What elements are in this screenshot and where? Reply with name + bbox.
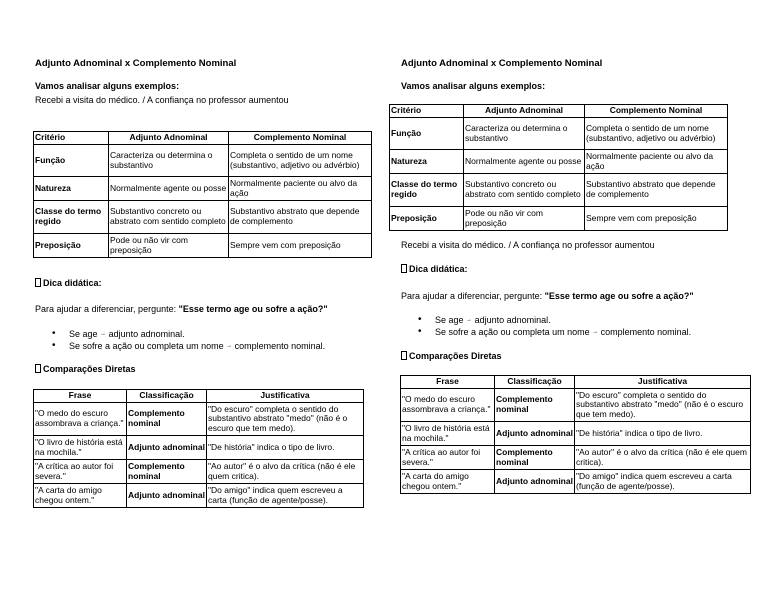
table-cell: "Ao autor" é o alvo da crítica (não é ele quem critica). bbox=[575, 446, 751, 470]
arrow-icon: → bbox=[592, 329, 599, 336]
table-cell: Classe do termo regido bbox=[34, 201, 109, 234]
column-header: Justificativa bbox=[207, 390, 364, 403]
example-line: Recebi a visita do médico. / A confiança no professor aumentou bbox=[35, 95, 289, 105]
table-row bbox=[34, 436, 364, 460]
arrow-icon: → bbox=[466, 317, 473, 324]
table-cell: Normalmente agente ou posse bbox=[109, 177, 229, 201]
table-row bbox=[401, 446, 751, 470]
intro-heading: Vamos analisar alguns exemplos: bbox=[35, 81, 180, 91]
table-header-row bbox=[390, 105, 728, 118]
table-row bbox=[34, 484, 364, 508]
table-cell: Adjunto adnominal bbox=[127, 436, 207, 460]
table-row bbox=[34, 460, 364, 484]
table-cell: Complemento nominal bbox=[495, 389, 575, 422]
bullet-result: adjunto adnominal. bbox=[474, 315, 551, 325]
tip-heading-block bbox=[35, 278, 102, 288]
column-header: Complemento Nominal bbox=[229, 132, 372, 145]
table-cell: Classe do termo regido bbox=[390, 174, 464, 207]
page-right bbox=[384, 0, 768, 594]
table-cell: "Do amigo" indica quem escreveu a carta (função de agente/posse). bbox=[207, 484, 364, 508]
tip-text-prefix: Para ajudar a diferenciar, pergunte: bbox=[35, 304, 179, 314]
table-cell: Adjunto adnominal bbox=[127, 484, 207, 508]
table-cell: "Do escuro" completa o sentido do substantivo abstrato "medo" (não é o escuro que tem medo). bbox=[575, 389, 751, 422]
list-item bbox=[35, 341, 325, 353]
table-row bbox=[34, 201, 372, 234]
column-header: Classificação bbox=[495, 376, 575, 389]
example-line: Recebi a visita do médico. / A confiança no professor aumentou bbox=[401, 240, 655, 250]
table-cell: "O medo do escuro assombrava a criança." bbox=[34, 403, 127, 436]
table-header-row bbox=[34, 390, 364, 403]
column-header: Critério bbox=[34, 132, 109, 145]
table-row bbox=[401, 470, 751, 494]
table-cell: Sempre vem com preposição bbox=[229, 234, 372, 258]
compare-heading: Comparações Diretas bbox=[43, 364, 136, 374]
column-header: Justificativa bbox=[575, 376, 751, 389]
table-cell: Substantivo abstrato que depende de complemento bbox=[585, 174, 728, 207]
table-cell: Normalmente agente ou posse bbox=[464, 150, 585, 174]
table-cell: "Ao autor" é o alvo da crítica (não é ele quem critica). bbox=[207, 460, 364, 484]
column-header: Frase bbox=[401, 376, 495, 389]
table-cell: Natureza bbox=[390, 150, 464, 174]
table-row bbox=[34, 177, 372, 201]
compare-heading-block bbox=[35, 364, 136, 374]
arrow-icon: → bbox=[100, 331, 107, 338]
column-header: Adjunto Adnominal bbox=[464, 105, 585, 118]
table-cell: Função bbox=[34, 145, 109, 177]
missing-glyph-icon bbox=[401, 264, 407, 273]
table-cell: "Do amigo" indica quem escreveu a carta (função de agente/posse). bbox=[575, 470, 751, 494]
tip-question: "Esse termo age ou sofre a ação?" bbox=[178, 304, 328, 314]
table-cell: Completa o sentido de um nome (substantivo, adjetivo ou advérbio) bbox=[229, 145, 372, 177]
comparison-table bbox=[33, 389, 364, 508]
table-cell: Complemento nominal bbox=[127, 403, 207, 436]
table-row bbox=[390, 174, 728, 207]
tip-question: "Esse termo age ou sofre a ação?" bbox=[544, 291, 694, 301]
tip-heading: Dica didática: bbox=[409, 264, 468, 274]
arrow-icon: → bbox=[226, 343, 233, 350]
tip-text-prefix: Para ajudar a diferenciar, pergunte: bbox=[401, 291, 545, 301]
table-cell: Normalmente paciente ou alvo da ação bbox=[229, 177, 372, 201]
table-cell: Função bbox=[390, 118, 464, 150]
compare-heading: Comparações Diretas bbox=[409, 351, 502, 361]
tip-bullet-list bbox=[401, 315, 691, 339]
table-cell: Preposição bbox=[390, 207, 464, 231]
table-cell: "O medo do escuro assombrava a criança." bbox=[401, 389, 495, 422]
list-item bbox=[401, 327, 691, 339]
list-item bbox=[35, 329, 325, 341]
missing-glyph-icon bbox=[401, 351, 407, 360]
table-row bbox=[390, 207, 728, 231]
table-cell: "De história" indica o tipo de livro. bbox=[207, 436, 364, 460]
table-cell: Complemento nominal bbox=[495, 446, 575, 470]
table-row bbox=[401, 389, 751, 422]
column-header: Complemento Nominal bbox=[585, 105, 728, 118]
column-header: Critério bbox=[390, 105, 464, 118]
table-cell: Caracteriza ou determina o substantivo bbox=[464, 118, 585, 150]
table-cell: Substantivo concreto ou abstrato com sentido completo bbox=[464, 174, 585, 207]
bullet-text: Se age bbox=[69, 329, 98, 339]
bullet-text: Se sofre a ação ou completa um nome bbox=[69, 341, 224, 351]
list-item bbox=[401, 315, 691, 327]
table-cell: "Do escuro" completa o sentido do substantivo abstrato "medo" (não é o escuro que tem medo). bbox=[207, 403, 364, 436]
table-row bbox=[390, 118, 728, 150]
table-row bbox=[390, 150, 728, 174]
table-row bbox=[34, 234, 372, 258]
comparison-table bbox=[400, 375, 751, 494]
table-cell: Caracteriza ou determina o substantivo bbox=[109, 145, 229, 177]
document-title: Adjunto Adnominal x Complemento Nominal bbox=[35, 58, 237, 69]
tip-text bbox=[401, 291, 694, 301]
document-title: Adjunto Adnominal x Complemento Nominal bbox=[401, 58, 603, 69]
tip-heading-block bbox=[401, 264, 468, 274]
column-header: Classificação bbox=[127, 390, 207, 403]
intro-heading: Vamos analisar alguns exemplos: bbox=[401, 81, 546, 91]
criteria-table bbox=[33, 131, 372, 258]
table-header-row bbox=[401, 376, 751, 389]
missing-glyph-icon bbox=[35, 278, 41, 287]
table-cell: "O livro de história está na mochila." bbox=[401, 422, 495, 446]
bullet-text: Se age bbox=[435, 315, 464, 325]
column-header: Adjunto Adnominal bbox=[109, 132, 229, 145]
table-row bbox=[34, 403, 364, 436]
table-cell: Pode ou não vir com preposição bbox=[109, 234, 229, 258]
table-cell: Substantivo abstrato que depende de complemento bbox=[229, 201, 372, 234]
missing-glyph-icon bbox=[35, 364, 41, 373]
table-cell: "A carta do amigo chegou ontem." bbox=[34, 484, 127, 508]
tip-text bbox=[35, 304, 328, 314]
tip-heading: Dica didática: bbox=[43, 278, 102, 288]
table-row bbox=[34, 145, 372, 177]
table-cell: Preposição bbox=[34, 234, 109, 258]
tip-bullet-list bbox=[35, 329, 325, 353]
compare-heading-block bbox=[401, 351, 502, 361]
table-cell: Complemento nominal bbox=[127, 460, 207, 484]
table-cell: "De história" indica o tipo de livro. bbox=[575, 422, 751, 446]
table-cell: "A crítica ao autor foi severa." bbox=[34, 460, 127, 484]
table-cell: "O livro de história está na mochila." bbox=[34, 436, 127, 460]
table-cell: Adjunto adnominal bbox=[495, 470, 575, 494]
table-cell: Natureza bbox=[34, 177, 109, 201]
bullet-result: complemento nominal. bbox=[600, 327, 692, 337]
table-cell: "A crítica ao autor foi severa." bbox=[401, 446, 495, 470]
table-header-row bbox=[34, 132, 372, 145]
bullet-result: adjunto adnominal. bbox=[108, 329, 185, 339]
table-cell: "A carta do amigo chegou ontem." bbox=[401, 470, 495, 494]
bullet-text: Se sofre a ação ou completa um nome bbox=[435, 327, 590, 337]
column-header: Frase bbox=[34, 390, 127, 403]
table-cell: Pode ou não vir com preposição bbox=[464, 207, 585, 231]
bullet-result: complemento nominal. bbox=[234, 341, 326, 351]
table-cell: Adjunto adnominal bbox=[495, 422, 575, 446]
table-row bbox=[401, 422, 751, 446]
table-cell: Normalmente paciente ou alvo da ação bbox=[585, 150, 728, 174]
criteria-table bbox=[389, 104, 728, 231]
table-cell: Sempre vem com preposição bbox=[585, 207, 728, 231]
table-cell: Completa o sentido de um nome (substantivo, adjetivo ou advérbio) bbox=[585, 118, 728, 150]
table-cell: Substantivo concreto ou abstrato com sentido completo bbox=[109, 201, 229, 234]
